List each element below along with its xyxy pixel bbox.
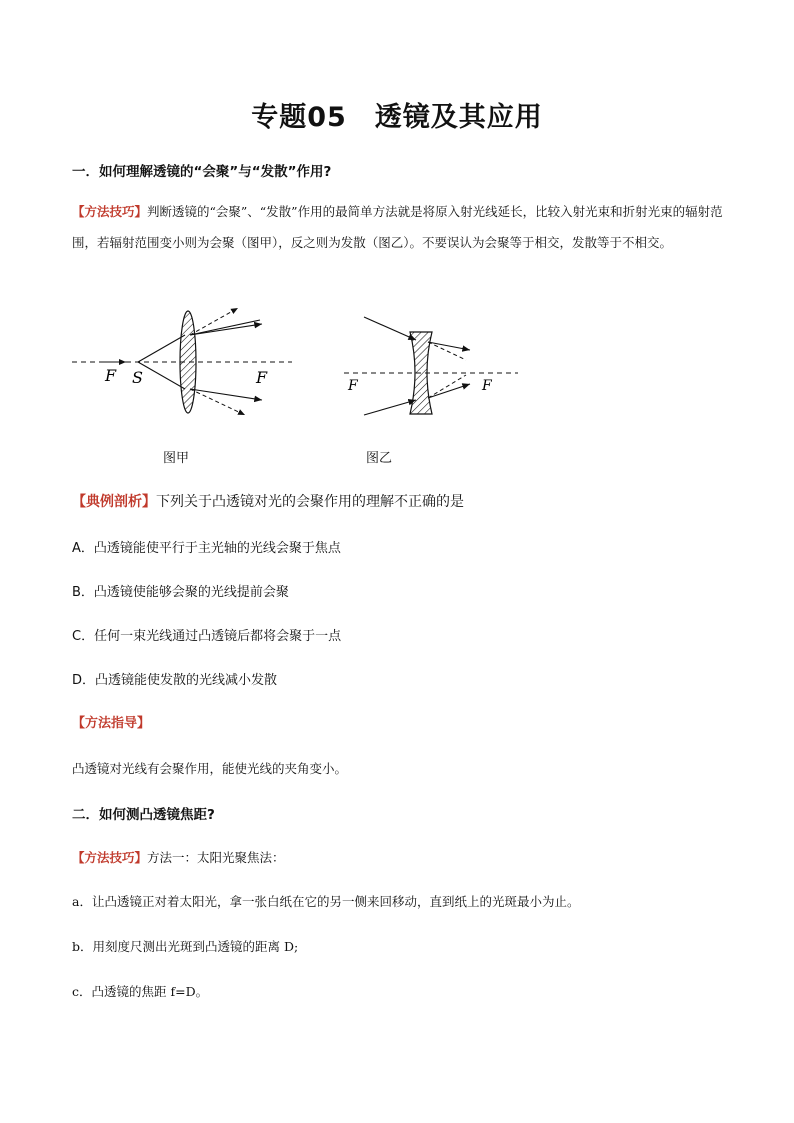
option-b: B．凸透镜使能够会聚的光线提前会聚 <box>72 585 289 600</box>
step-a: a．让凸透镜正对着太阳光，拿一张白纸在它的另一侧来回移动，直到纸上的光斑最小为止。 <box>72 894 580 909</box>
method-text: 方法一：太阳光聚焦法： <box>147 850 285 865</box>
section1-method-paragraph <box>72 196 724 258</box>
method-text: 判断透镜的“会聚”、“发散”作用的最简单方法就是将原入射光线延长，比较入射光束和折射光束的辐射范围，若辐射范围变小则为会聚（图甲），反之则为发散（图乙）。不要误认为会聚等于相交，发散等于不相交。 <box>72 204 723 250</box>
figure-left-caption: 图甲 <box>163 451 190 466</box>
step-c: c．凸透镜的焦距 f=D。 <box>72 984 209 999</box>
figure-concave-lens <box>342 312 522 417</box>
figure-convex-lens <box>70 305 295 415</box>
method-tag: 【方法技巧】 <box>72 204 148 219</box>
focal-label-left: F <box>348 378 358 394</box>
section2-heading: 二．如何测凸透镜焦距? <box>72 807 215 823</box>
source-label: S <box>132 368 143 387</box>
page-title <box>0 95 794 134</box>
option-d: D．凸透镜能使发散的光线减小发散 <box>72 673 278 688</box>
guide-text: 凸透镜对光线有会聚作用，能使光线的夹角变小。 <box>72 761 348 776</box>
focal-label-left: F <box>105 366 117 385</box>
title-topic: 透镜及其应用 <box>374 102 543 133</box>
option-c: C．任何一束光线通过凸透镜后都将会聚于一点 <box>72 629 342 644</box>
step-b: b．用刻度尺测出光斑到凸透镜的距离 D; <box>72 939 299 954</box>
example-tag: 【典例剖析】 <box>72 494 156 510</box>
section1-heading: 一．如何理解透镜的“会聚”与“发散”作用? <box>72 164 332 180</box>
example-line <box>72 491 464 511</box>
section2-method-line <box>72 848 285 866</box>
option-a: A．凸透镜能使平行于主光轴的光线会聚于焦点 <box>72 541 341 556</box>
title-number: 专题05 <box>251 102 347 133</box>
example-text: 下列关于凸透镜对光的会聚作用的理解不正确的是 <box>156 494 464 510</box>
guide-tag: 【方法指导】 <box>72 716 151 731</box>
figure-right-caption: 图乙 <box>366 451 393 466</box>
method-tag: 【方法技巧】 <box>72 850 148 865</box>
focal-label-right: F <box>256 368 268 387</box>
focal-label-right: F <box>482 378 492 394</box>
